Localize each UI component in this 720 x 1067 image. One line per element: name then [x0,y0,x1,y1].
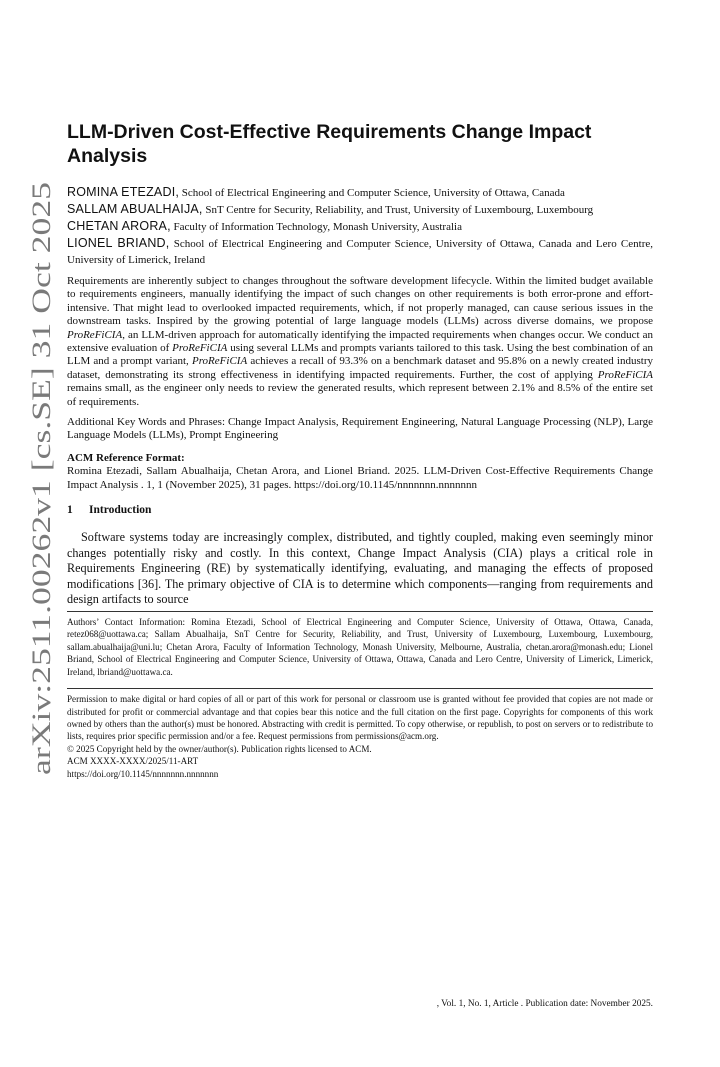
author-name: SALLAM ABUALHAIJA, [67,202,203,216]
introduction-paragraph: Software systems today are increasingly complex, distributed, and tightly coupled, making even seemingly minor changes potentially risky and costly. In this context, Change Impact Analysis (CIA) plays a critical role in Requirements Engineering (RE) by systematically identifying, evaluating, and managing the effects of proposed modifications [36]. The primary objective of CIA is to determine which components—ranging from requirements and design artifacts to source [67,530,653,607]
author-affiliation: SnT Centre for Security, Reliability, and Trust, University of Luxembourg, Luxembourg [205,204,594,216]
author-entry [67,201,653,218]
abstract-text: , an LLM-driven approach for automatically identifying the impacted requirements when changes occur. We conduct an extensive evaluation of [67,328,653,355]
author-affiliation: Faculty of Information Technology, Monash University, Australia [173,221,462,233]
author-name: LIONEL BRIAND, [67,236,170,250]
author-list [67,184,653,268]
doi-link[interactable]: https://doi.org/10.1145/nnnnnnn.nnnnnnn [67,768,219,779]
tool-name: ProReFiCIA [597,368,653,381]
keywords: Additional Key Words and Phrases: Change Impact Analysis, Requirement Engineering, Natural Language Processing (NLP), Large Language Models (LLMs), Prompt Engineering [67,416,653,442]
abstract-text: using several LLMs and prompts variants tailored to this task. Using the best combination of an LLM and a prompt variant, [67,342,653,368]
arxiv-id-text: arXiv:2511.00262v1 [cs.SE] 31 Oct 2025 [26,334,56,775]
section-number: 1 [67,504,73,517]
copyright-line: © 2025 Copyright held by the owner/author(s). Publication rights licensed to ACM. [67,743,372,754]
author-entry [67,184,653,201]
permission-divider [67,688,653,689]
author-contact-information: Authors’ Contact Information: Romina Etezadi, School of Electrical Engineering and Computer Science, University of Ottawa, Ottawa, Canada, retez068@uottawa.ca; Sallam Abualhaija, SnT Centre for Security, Reliability, and Trust, University of Luxembourg, Luxembourg, Luxembourg, sallam.abualhaija@uni.lu; Chetan Arora, Faculty of Information Technology, Monash University, Melbourne, Australia, chetan.arora@monash.edu; Lionel Briand, School of Electrical Engineering and Computer Science, University of Ottawa, Ottawa, Canada and Lero Centre, University of Limerick, Limerick, Ireland, lbriand@uottawa.ca. [67,617,653,677]
author-name: CHETAN ARORA, [67,219,171,233]
author-affiliation: School of Electrical Engineering and Computer Science, University of Ottawa, Canada [181,187,565,199]
abstract-text: achieves a recall of 93.3% on a benchmark dataset and 95.8% on a newly created industry dataset, demonstrating its strong effectiveness in identifying impacted requirements. Further, the cost of applying [67,355,653,381]
author-name: ROMINA ETEZADI, [67,185,180,199]
tool-name: ProReFiCIA [172,342,228,355]
page-footer: , Vol. 1, No. 1, Article . Publication date: November 2025. [436,999,653,1009]
tool-name: ProReFiCIA [191,355,248,368]
acm-identifier: ACM XXXX-XXXX/2025/11-ART [67,756,199,767]
section-heading [67,504,653,516]
abstract-text: Requirements are inherently subject to changes throughout the software development lifecycle. Within the limited budget available to requirements engineers, manually identifying the impact of such changes on other requirements is both error-prone and effort-intensive. That might lead to overlooked impacted requirements, which, if not properly managed, can cause serious issues in the downstream tasks. Inspired by the growing potential of large language models (LLMs) across diverse domains, we propose [67,275,653,328]
acm-reference-heading: ACM Reference Format: [67,451,185,464]
section-title: Introduction [89,504,152,517]
paper-first-page [67,120,653,780]
abstract [67,275,653,409]
tool-name: ProReFiCIA [67,328,123,341]
footnote-divider [67,611,653,612]
author-affiliation: School of Electrical Engineering and Computer Science, University of Ottawa, Canada and Lero Centre, University of Limerick, Ireland [67,238,653,266]
permission-notice: Permission to make digital or hard copies of all or part of this work for personal or classroom use is granted without fee provided that copies are not made or distributed for profit or commercial advantage and that copies bear this notice and the full citation on the first page. Copyrights for components of this work owned by others than the author(s) must be honored. Abstracting with credit is permitted. To copy otherwise, or republish, to post on servers or to redistribute to lists, requires prior specific permission and/or a fee. Request permissions from permissions@acm.org. [67,694,653,742]
abstract-text: remains small, as the engineer only needs to review the generated results, which represent between 2.1% and 8.5% of the entire set of requirements. [67,382,653,408]
arxiv-identifier-stamp [14,180,64,780]
author-entry [67,235,653,268]
author-entry [67,218,653,235]
paper-title: LLM-Driven Cost-Effective Requirements Change Impact Analysis [67,121,592,167]
acm-reference-text: Romina Etezadi, Sallam Abualhaija, Chetan Arora, and Lionel Briand. 2025. LLM-Driven Cost-Effective Requirements Change Impact Analysis . 1, 1 (November 2025), 31 pages. https://doi.org/10.1145/nnnnnnn.nnnnnnn [67,465,653,491]
